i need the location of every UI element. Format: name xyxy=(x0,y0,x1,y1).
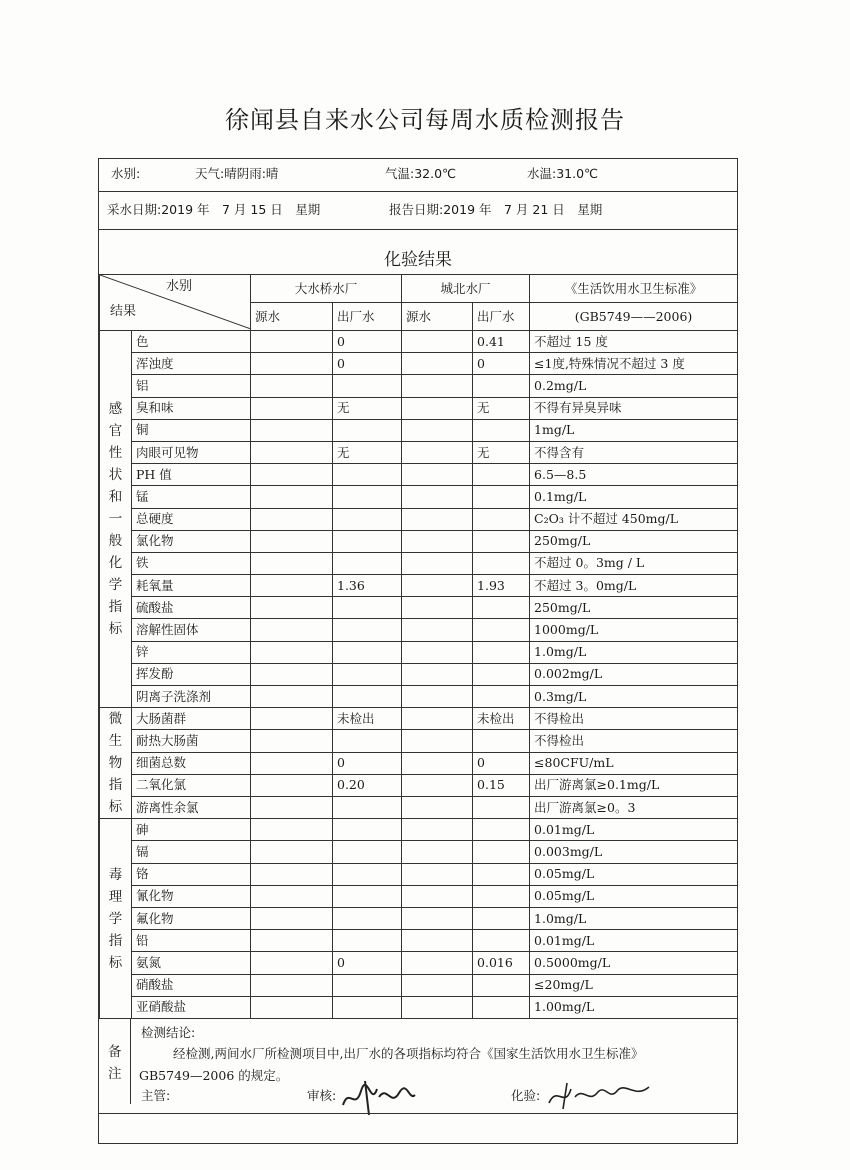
plant2-outlet-cell: 0.41 xyxy=(473,331,530,353)
item-cell: 铅 xyxy=(132,930,251,952)
table-row xyxy=(100,575,738,597)
table-row xyxy=(100,486,738,508)
plant1-source-cell xyxy=(251,663,333,685)
plant2-header: 城北水厂 xyxy=(402,275,530,303)
plant1-outlet-cell: 0 xyxy=(333,331,402,353)
plant2-source-cell xyxy=(402,486,473,508)
standard-cell: 不得检出 xyxy=(530,708,738,730)
standard-header-line1: 《生活饮用水卫生标准》 xyxy=(530,275,738,303)
plant2-outlet-cell xyxy=(473,996,530,1018)
plant2-source-cell xyxy=(402,686,473,708)
plant2-source-cell xyxy=(402,841,473,863)
supervisor-label: 主管: xyxy=(141,1088,171,1103)
header-diagonal-cell xyxy=(100,275,251,331)
plant2-outlet-cell xyxy=(473,841,530,863)
remark-section xyxy=(99,1019,737,1104)
standard-cell: 250mg/L xyxy=(530,530,738,552)
category-micro xyxy=(100,708,132,819)
standard-cell: ≤20mg/L xyxy=(530,974,738,996)
table-row xyxy=(100,774,738,796)
item-cell: 硫酸盐 xyxy=(132,597,251,619)
table-row xyxy=(100,331,738,353)
plant2-outlet-cell xyxy=(473,907,530,929)
plant1-header: 大水桥水厂 xyxy=(251,275,402,303)
item-cell: 铁 xyxy=(132,552,251,574)
plant2-source-cell xyxy=(402,996,473,1018)
plant1-outlet-cell: 无 xyxy=(333,397,402,419)
item-cell: 色 xyxy=(132,331,251,353)
plant2-outlet-cell xyxy=(473,619,530,641)
plant2-source-cell xyxy=(402,353,473,375)
standard-cell: 0.05mg/L xyxy=(530,863,738,885)
standard-cell: 250mg/L xyxy=(530,597,738,619)
table-row xyxy=(100,996,738,1018)
plant1-source-cell xyxy=(251,885,333,907)
plant1-outlet-cell xyxy=(333,907,402,929)
plant1-outlet-cell: 0 xyxy=(333,353,402,375)
plant2-outlet-cell xyxy=(473,464,530,486)
plant1-outlet-cell xyxy=(333,597,402,619)
plant1-source-cell xyxy=(251,907,333,929)
results-table xyxy=(99,274,738,1019)
plant2-source-cell xyxy=(402,575,473,597)
plant1-source-cell xyxy=(251,508,333,530)
table-row xyxy=(100,730,738,752)
table-row xyxy=(100,397,738,419)
plant2-source-cell xyxy=(402,641,473,663)
plant2-source-cell xyxy=(402,907,473,929)
plant2-source-cell xyxy=(402,597,473,619)
plant2-outlet-cell: 0 xyxy=(473,752,530,774)
plant2-outlet-cell xyxy=(473,597,530,619)
plant1-outlet-cell xyxy=(333,863,402,885)
plant2-outlet-cell xyxy=(473,419,530,441)
plant2-source-cell xyxy=(402,619,473,641)
section-title: 化验结果 xyxy=(384,250,452,270)
plant2-source-cell xyxy=(402,730,473,752)
table-row xyxy=(100,464,738,486)
plant2-outlet-cell: 1.93 xyxy=(473,575,530,597)
plant1-outlet-cell xyxy=(333,486,402,508)
plant1-outlet-cell xyxy=(333,419,402,441)
reviewer-label: 审核: xyxy=(307,1088,337,1103)
item-cell: 浑浊度 xyxy=(132,353,251,375)
item-cell: 镉 xyxy=(132,841,251,863)
plant2-source-cell xyxy=(402,663,473,685)
standard-cell: 1mg/L xyxy=(530,419,738,441)
table-row xyxy=(100,353,738,375)
plant2-source-cell xyxy=(402,708,473,730)
plant2-outlet-cell xyxy=(473,863,530,885)
divider xyxy=(99,1113,737,1114)
plant2-outlet-cell: 无 xyxy=(473,397,530,419)
plant1-source-cell xyxy=(251,331,333,353)
plant1-outlet-cell xyxy=(333,974,402,996)
plant2-outlet-cell: 未检出 xyxy=(473,708,530,730)
table-row xyxy=(100,930,738,952)
standard-cell: 0.003mg/L xyxy=(530,841,738,863)
plant1-outlet-cell xyxy=(333,663,402,685)
item-cell: 亚硝酸盐 xyxy=(132,996,251,1018)
plant1-source-cell xyxy=(251,996,333,1018)
category-sensory xyxy=(100,331,132,708)
report-title: 徐闻县自来水公司每周水质检测报告 xyxy=(225,106,625,134)
table-row xyxy=(100,841,738,863)
plant2-source-cell xyxy=(402,530,473,552)
table-row xyxy=(100,863,738,885)
standard-cell: 0.01mg/L xyxy=(530,819,738,841)
plant2-source-cell xyxy=(402,375,473,397)
conclusion-label: 检测结论: xyxy=(141,1025,196,1040)
water-temp-field: 水温:31.0℃ xyxy=(527,166,599,181)
plant1-outlet-cell: 0 xyxy=(333,952,402,974)
item-cell: 氟化物 xyxy=(132,907,251,929)
item-cell: 游离性余氯 xyxy=(132,796,251,818)
plant1-source-cell xyxy=(251,708,333,730)
plant1-source-cell xyxy=(251,641,333,663)
plant1-outlet-cell xyxy=(333,464,402,486)
table-row xyxy=(100,885,738,907)
plant2-source-cell xyxy=(402,441,473,463)
plant2-outlet-cell xyxy=(473,686,530,708)
plant1-source-cell xyxy=(251,730,333,752)
plant2-outlet-cell xyxy=(473,730,530,752)
plant2-source-cell xyxy=(402,552,473,574)
standard-cell: 出厂游离氯≥0.1mg/L xyxy=(530,774,738,796)
plant2-outlet-cell xyxy=(473,796,530,818)
plant2-outlet-cell xyxy=(473,486,530,508)
standard-cell: 不得有异臭异味 xyxy=(530,397,738,419)
standard-header-line2: (GB5749——2006) xyxy=(530,303,738,331)
plant1-outlet-cell xyxy=(333,930,402,952)
plant2-outlet-header: 出厂水 xyxy=(473,303,530,331)
plant1-source-cell xyxy=(251,419,333,441)
plant1-outlet-cell xyxy=(333,796,402,818)
standard-cell: 不得含有 xyxy=(530,441,738,463)
standard-cell: ≤80CFU/mL xyxy=(530,752,738,774)
table-row xyxy=(100,819,738,841)
plant1-outlet-cell: 1.36 xyxy=(333,575,402,597)
standard-cell: 1.0mg/L xyxy=(530,907,738,929)
table-row xyxy=(100,375,738,397)
table-row xyxy=(100,419,738,441)
plant2-source-cell xyxy=(402,796,473,818)
plant1-source-cell xyxy=(251,441,333,463)
plant1-source-cell xyxy=(251,863,333,885)
standard-cell: 1.00mg/L xyxy=(530,996,738,1018)
plant1-outlet-cell xyxy=(333,819,402,841)
plant1-source-header: 源水 xyxy=(251,303,333,331)
table-row xyxy=(100,796,738,818)
plant1-outlet-header: 出厂水 xyxy=(333,303,402,331)
item-cell: 铬 xyxy=(132,863,251,885)
item-cell: 耗氧量 xyxy=(132,575,251,597)
plant2-outlet-cell xyxy=(473,508,530,530)
standard-cell: 不超过 15 度 xyxy=(530,331,738,353)
table-row xyxy=(100,663,738,685)
plant1-outlet-cell xyxy=(333,641,402,663)
plant2-outlet-cell xyxy=(473,930,530,952)
standard-cell: 0.2mg/L xyxy=(530,375,738,397)
plant2-outlet-cell: 0.15 xyxy=(473,774,530,796)
plant2-source-cell xyxy=(402,464,473,486)
plant2-source-cell xyxy=(402,863,473,885)
tester-label: 化验: xyxy=(511,1088,541,1103)
standard-cell: 0.3mg/L xyxy=(530,686,738,708)
plant1-source-cell xyxy=(251,375,333,397)
plant2-source-cell xyxy=(402,331,473,353)
item-cell: 挥发酚 xyxy=(132,663,251,685)
table-row xyxy=(100,597,738,619)
category-label: 微生物指标 xyxy=(108,711,123,816)
plant1-outlet-cell xyxy=(333,730,402,752)
item-cell: 氨氮 xyxy=(132,952,251,974)
standard-cell: C₂O₃ 计不超过 450mg/L xyxy=(530,508,738,530)
plant2-outlet-cell xyxy=(473,641,530,663)
plant2-source-cell xyxy=(402,752,473,774)
item-cell: 细菌总数 xyxy=(132,752,251,774)
air-temp-field: 气温:32.0℃ xyxy=(385,166,457,181)
plant1-source-cell xyxy=(251,930,333,952)
plant2-outlet-cell: 0 xyxy=(473,353,530,375)
plant1-outlet-cell xyxy=(333,530,402,552)
divider xyxy=(99,229,737,230)
plant1-source-cell xyxy=(251,530,333,552)
item-cell: 阴离子洗涤剂 xyxy=(132,686,251,708)
plant1-outlet-cell: 0.20 xyxy=(333,774,402,796)
report-date-field: 报告日期:2019 年 7 月 21 日 星期 xyxy=(389,202,603,217)
plant1-source-cell xyxy=(251,597,333,619)
divider xyxy=(99,191,737,192)
water-type-label: 水别: xyxy=(111,166,141,181)
standard-cell: 出厂游离氯≥0。3 xyxy=(530,796,738,818)
standard-cell: 不超过 0。3mg / L xyxy=(530,552,738,574)
plant2-outlet-cell: 0.016 xyxy=(473,952,530,974)
standard-cell: 0.1mg/L xyxy=(530,486,738,508)
plant1-outlet-cell xyxy=(333,841,402,863)
plant1-source-cell xyxy=(251,952,333,974)
plant2-outlet-cell xyxy=(473,819,530,841)
plant1-source-cell xyxy=(251,619,333,641)
plant2-source-cell xyxy=(402,774,473,796)
header-result: 结果 xyxy=(110,304,137,319)
plant1-source-cell xyxy=(251,774,333,796)
plant2-source-cell xyxy=(402,819,473,841)
plant1-outlet-cell xyxy=(333,885,402,907)
plant2-outlet-cell: 无 xyxy=(473,441,530,463)
item-cell: 肉眼可见物 xyxy=(132,441,251,463)
plant2-outlet-cell xyxy=(473,552,530,574)
item-cell: 铝 xyxy=(132,375,251,397)
conclusion-line2: GB5749—2006 的规定。 xyxy=(139,1068,289,1083)
plant1-source-cell xyxy=(251,819,333,841)
table-row xyxy=(100,907,738,929)
plant1-outlet-cell: 无 xyxy=(333,441,402,463)
plant1-outlet-cell xyxy=(333,619,402,641)
plant1-outlet-cell xyxy=(333,375,402,397)
category-label: 毒理学指标 xyxy=(108,866,123,971)
header-water-type: 水别 xyxy=(166,279,193,294)
item-cell: 氰化物 xyxy=(132,885,251,907)
plant2-source-cell xyxy=(402,952,473,974)
plant2-source-header: 源水 xyxy=(402,303,473,331)
plant1-outlet-cell xyxy=(333,686,402,708)
table-row xyxy=(100,508,738,530)
plant1-source-cell xyxy=(251,575,333,597)
plant1-outlet-cell: 0 xyxy=(333,752,402,774)
plant2-source-cell xyxy=(402,397,473,419)
item-cell: 臭和味 xyxy=(132,397,251,419)
plant1-source-cell xyxy=(251,353,333,375)
plant2-source-cell xyxy=(402,419,473,441)
item-cell: 二氧化氯 xyxy=(132,774,251,796)
tester-signature xyxy=(543,1079,653,1111)
conclusion-line1: 经检测,两间水厂所检测项目中,出厂水的各项指标均符合《国家生活饮用水卫生标准》 xyxy=(173,1046,644,1061)
table-row xyxy=(100,441,738,463)
table-row xyxy=(100,530,738,552)
plant2-outlet-cell xyxy=(473,885,530,907)
standard-cell: 1000mg/L xyxy=(530,619,738,641)
standard-cell: 0.002mg/L xyxy=(530,663,738,685)
standard-cell: ≤1度,特殊情况不超过 3 度 xyxy=(530,353,738,375)
item-cell: 耐热大肠菌 xyxy=(132,730,251,752)
plant2-source-cell xyxy=(402,508,473,530)
item-cell: 硝酸盐 xyxy=(132,974,251,996)
plant1-source-cell xyxy=(251,796,333,818)
standard-cell: 不得检出 xyxy=(530,730,738,752)
standard-cell: 不超过 3。0mg/L xyxy=(530,575,738,597)
plant1-source-cell xyxy=(251,752,333,774)
standard-cell: 0.01mg/L xyxy=(530,930,738,952)
plant2-outlet-cell xyxy=(473,375,530,397)
plant2-source-cell xyxy=(402,974,473,996)
table-row xyxy=(100,708,738,730)
plant1-outlet-cell xyxy=(333,996,402,1018)
standard-cell: 6.5—8.5 xyxy=(530,464,738,486)
plant2-source-cell xyxy=(402,930,473,952)
plant2-outlet-cell xyxy=(473,974,530,996)
standard-cell: 1.0mg/L xyxy=(530,641,738,663)
plant2-outlet-cell xyxy=(473,530,530,552)
category-toxic xyxy=(100,819,132,1019)
plant1-outlet-cell: 未检出 xyxy=(333,708,402,730)
remark-category: 备注 xyxy=(108,1044,122,1082)
item-cell: 氯化物 xyxy=(132,530,251,552)
plant2-outlet-cell xyxy=(473,663,530,685)
remark-category-cell xyxy=(99,1019,131,1104)
plant1-source-cell xyxy=(251,397,333,419)
plant2-source-cell xyxy=(402,885,473,907)
plant1-source-cell xyxy=(251,974,333,996)
table-row xyxy=(100,752,738,774)
plant1-source-cell xyxy=(251,841,333,863)
weather-field: 天气:晴阴雨:晴 xyxy=(195,166,279,181)
item-cell: PH 值 xyxy=(132,464,251,486)
item-cell: 铜 xyxy=(132,419,251,441)
plant1-source-cell xyxy=(251,464,333,486)
table-row xyxy=(100,552,738,574)
item-cell: 锰 xyxy=(132,486,251,508)
item-cell: 锌 xyxy=(132,641,251,663)
standard-cell: 0.5000mg/L xyxy=(530,952,738,974)
plant1-source-cell xyxy=(251,552,333,574)
item-cell: 溶解性固体 xyxy=(132,619,251,641)
plant1-source-cell xyxy=(251,486,333,508)
table-row xyxy=(100,641,738,663)
category-label: 感官性状和一般化学指标 xyxy=(108,401,123,638)
report-sheet xyxy=(98,158,738,1144)
item-cell: 大肠菌群 xyxy=(132,708,251,730)
plant1-outlet-cell xyxy=(333,508,402,530)
item-cell: 砷 xyxy=(132,819,251,841)
plant1-outlet-cell xyxy=(333,552,402,574)
plant1-source-cell xyxy=(251,686,333,708)
standard-cell: 0.05mg/L xyxy=(530,885,738,907)
reviewer-signature xyxy=(339,1077,417,1117)
item-cell: 总硬度 xyxy=(132,508,251,530)
table-row xyxy=(100,974,738,996)
table-row xyxy=(100,619,738,641)
table-row xyxy=(100,952,738,974)
table-row xyxy=(100,686,738,708)
sampling-date-field: 采水日期:2019 年 7 月 15 日 星期 xyxy=(107,202,321,217)
